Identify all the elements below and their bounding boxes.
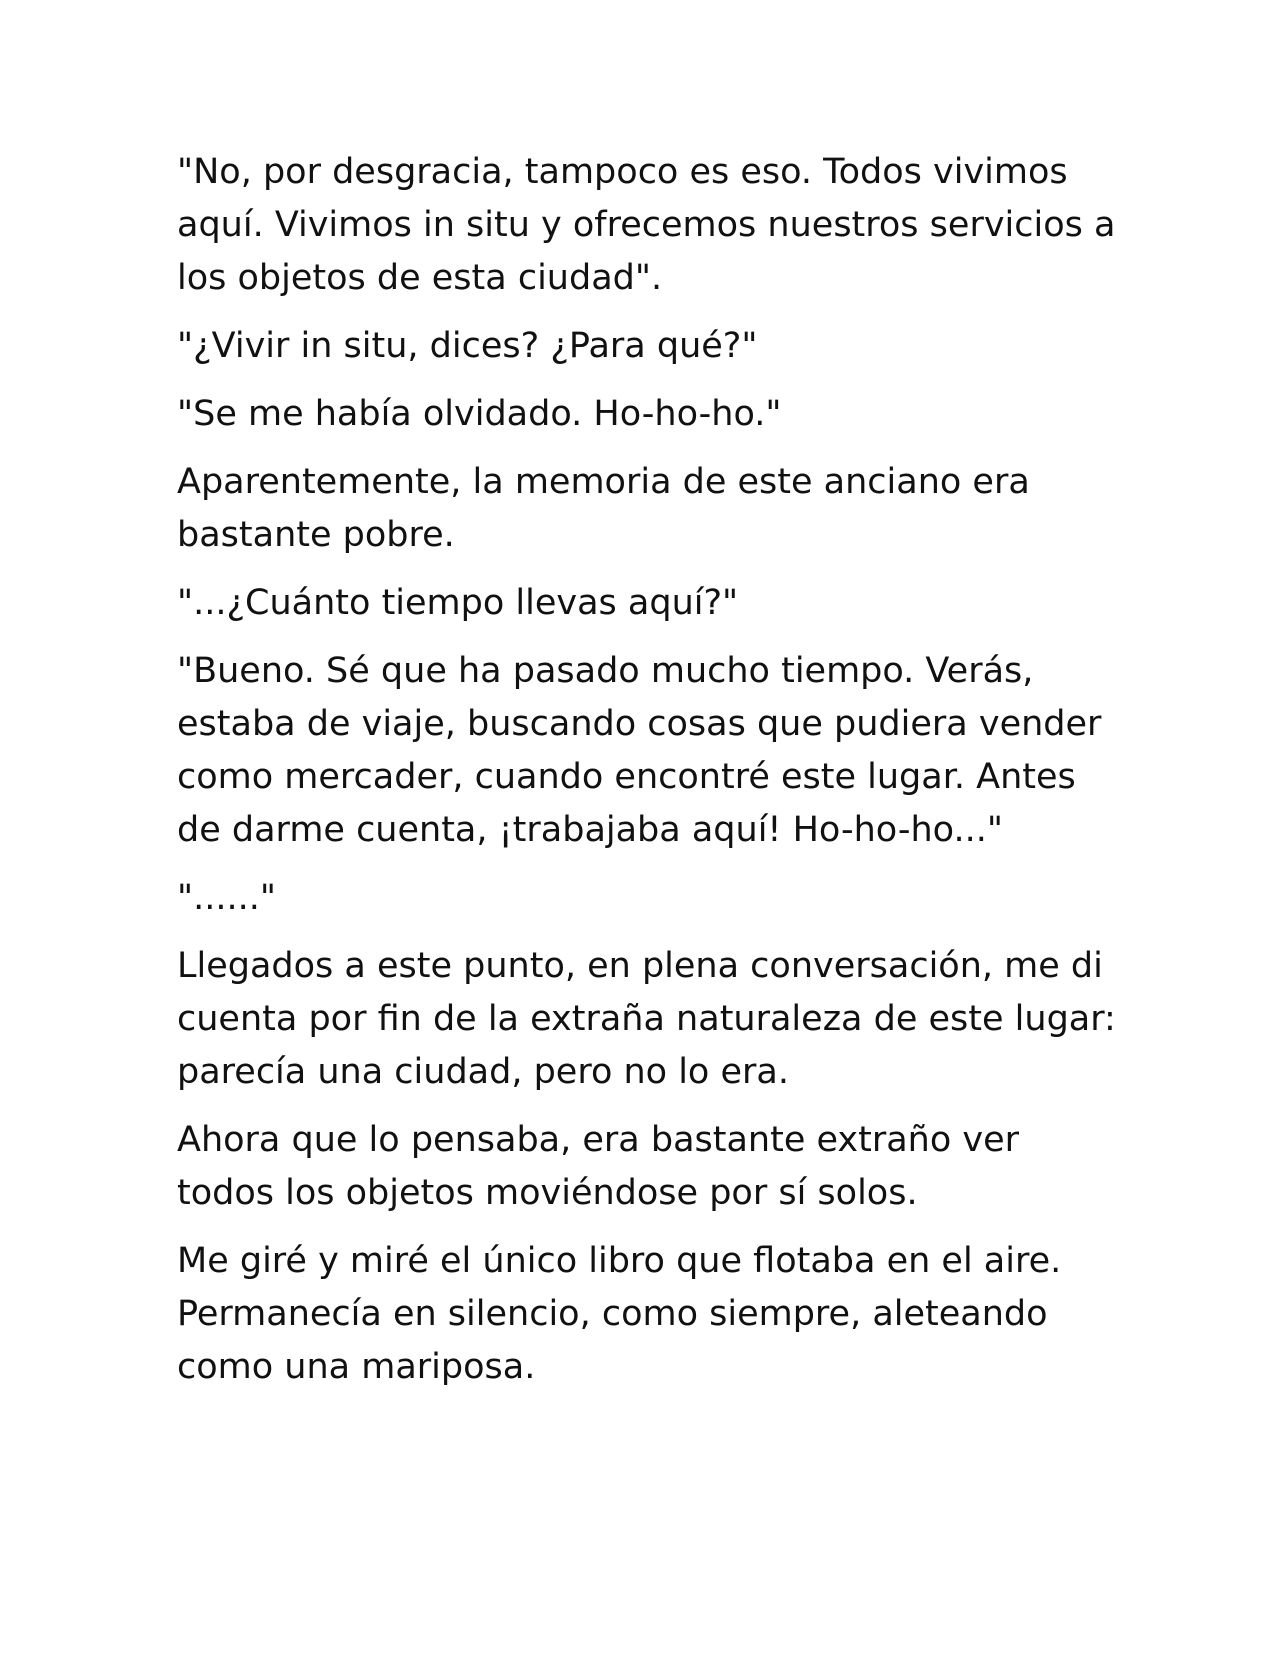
- paragraph-5: "...¿Cuánto tiempo llevas aquí?": [177, 583, 739, 623]
- document-page: [177, 146, 1117, 1409]
- paragraph-9: Ahora que lo pensaba, era bastante extraño ver todos los objetos moviéndose por sí solos.: [177, 1120, 1020, 1213]
- paragraph-8: Llegados a este punto, en plena conversación, me di cuenta por fin de la extraña naturaleza de este lugar: parecía una ciudad, pero no lo era.: [177, 946, 1116, 1092]
- paragraph-1: "No, por desgracia, tampoco es eso. Todos vivimos aquí. Vivimos in situ y ofrecemos nuestros servicios a los objetos de esta ciudad".: [177, 152, 1116, 298]
- paragraph-7: "......": [177, 878, 276, 918]
- paragraph-2: "¿Vivir in situ, dices? ¿Para qué?": [177, 326, 758, 366]
- paragraph-6: "Bueno. Sé que ha pasado mucho tiempo. Verás, estaba de viaje, buscando cosas que pudiera vender como mercader, cuando encontré este lugar. Antes de darme cuenta, ¡trabajaba aquí! Ho-ho-ho...": [177, 651, 1102, 850]
- paragraph-3: "Se me había olvidado. Ho-ho-ho.": [177, 394, 782, 434]
- paragraph-4: Aparentemente, la memoria de este anciano era bastante pobre.: [177, 462, 1030, 555]
- paragraph-10: Me giré y miré el único libro que flotaba en el aire. Permanecía en silencio, como siempre, aleteando como una mariposa.: [177, 1241, 1062, 1387]
